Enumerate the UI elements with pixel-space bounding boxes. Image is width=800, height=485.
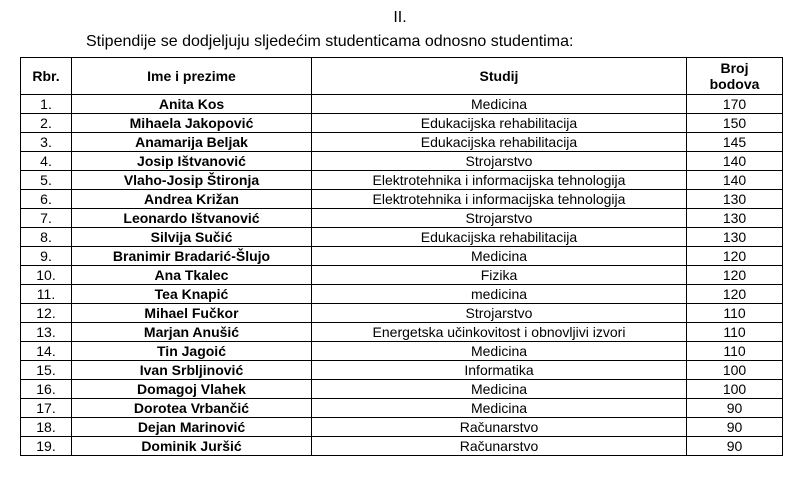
cell-rbr: 15.: [21, 361, 72, 380]
cell-rbr: 11.: [21, 285, 72, 304]
cell-points: 140: [687, 171, 783, 190]
cell-points: 100: [687, 380, 783, 399]
cell-rbr: 19.: [21, 437, 72, 456]
cell-name: Dominik Juršić: [72, 437, 312, 456]
cell-points: 150: [687, 114, 783, 133]
cell-studij: Medicina: [312, 380, 687, 399]
table-body: [21, 95, 783, 456]
cell-points: 90: [687, 418, 783, 437]
table-row: [21, 361, 783, 380]
cell-name: Ana Tkalec: [72, 266, 312, 285]
cell-points: 90: [687, 437, 783, 456]
cell-studij: Elektrotehnika i informacijska tehnologija: [312, 171, 687, 190]
table-row: [21, 190, 783, 209]
cell-name: Mihaela Jakopović: [72, 114, 312, 133]
cell-name: Domagoj Vlahek: [72, 380, 312, 399]
cell-name: Dejan Marinović: [72, 418, 312, 437]
cell-name: Mihael Fučkor: [72, 304, 312, 323]
table-row: [21, 247, 783, 266]
cell-points: 120: [687, 247, 783, 266]
cell-points: 120: [687, 266, 783, 285]
cell-studij: Medicina: [312, 342, 687, 361]
cell-studij: Edukacijska rehabilitacija: [312, 228, 687, 247]
cell-points: 90: [687, 399, 783, 418]
cell-name: Ivan Srbljinović: [72, 361, 312, 380]
cell-name: Anita Kos: [72, 95, 312, 114]
cell-rbr: 2.: [21, 114, 72, 133]
header-points-line2: bodova: [709, 76, 760, 92]
cell-rbr: 18.: [21, 418, 72, 437]
cell-name: Tea Knapić: [72, 285, 312, 304]
cell-rbr: 6.: [21, 190, 72, 209]
intro-text: Stipendije se dodjeljuju sljedećim studenticama odnosno studentima:: [86, 33, 574, 50]
cell-studij: Računarstvo: [312, 418, 687, 437]
header-points-line1: Broj: [720, 60, 749, 76]
cell-rbr: 13.: [21, 323, 72, 342]
cell-points: 130: [687, 190, 783, 209]
cell-studij: Energetska učinkovitost i obnovljivi izvori: [312, 323, 687, 342]
cell-points: 110: [687, 304, 783, 323]
table-row: [21, 114, 783, 133]
cell-name: Anamarija Beljak: [72, 133, 312, 152]
table-row: [21, 304, 783, 323]
table-row: [21, 285, 783, 304]
cell-rbr: 8.: [21, 228, 72, 247]
cell-studij: Informatika: [312, 361, 687, 380]
table-header: [21, 58, 783, 95]
cell-name: Josip Ištvanović: [72, 152, 312, 171]
cell-name: Tin Jagoić: [72, 342, 312, 361]
cell-studij: Računarstvo: [312, 437, 687, 456]
cell-rbr: 1.: [21, 95, 72, 114]
cell-studij: Medicina: [312, 399, 687, 418]
cell-rbr: 17.: [21, 399, 72, 418]
cell-rbr: 3.: [21, 133, 72, 152]
scholarship-table: [20, 57, 783, 456]
cell-rbr: 5.: [21, 171, 72, 190]
table-row: [21, 209, 783, 228]
table-row: [21, 342, 783, 361]
cell-studij: Edukacijska rehabilitacija: [312, 114, 687, 133]
header-studij: Studij: [312, 58, 687, 95]
header-rbr: Rbr.: [21, 58, 72, 95]
cell-points: 100: [687, 361, 783, 380]
cell-name: Dorotea Vrbančić: [72, 399, 312, 418]
cell-rbr: 14.: [21, 342, 72, 361]
header-points: [687, 58, 783, 95]
cell-rbr: 9.: [21, 247, 72, 266]
cell-studij: Strojarstvo: [312, 209, 687, 228]
cell-points: 110: [687, 342, 783, 361]
cell-rbr: 16.: [21, 380, 72, 399]
table-row: [21, 418, 783, 437]
table-row: [21, 228, 783, 247]
cell-studij: Medicina: [312, 95, 687, 114]
cell-studij: Strojarstvo: [312, 304, 687, 323]
table-row: [21, 380, 783, 399]
cell-name: Branimir Bradarić-Šlujo: [72, 247, 312, 266]
table-row: [21, 152, 783, 171]
cell-studij: Medicina: [312, 247, 687, 266]
table-row: [21, 133, 783, 152]
cell-name: Vlaho-Josip Štironja: [72, 171, 312, 190]
header-name: Ime i prezime: [72, 58, 312, 95]
cell-rbr: 12.: [21, 304, 72, 323]
cell-studij: Elektrotehnika i informacijska tehnologija: [312, 190, 687, 209]
cell-studij: Fizika: [312, 266, 687, 285]
cell-rbr: 7.: [21, 209, 72, 228]
table-row: [21, 95, 783, 114]
cell-studij: Strojarstvo: [312, 152, 687, 171]
cell-rbr: 4.: [21, 152, 72, 171]
table-row: [21, 399, 783, 418]
cell-name: Marjan Anušić: [72, 323, 312, 342]
cell-points: 110: [687, 323, 783, 342]
section-number: II.: [393, 9, 407, 26]
cell-points: 130: [687, 209, 783, 228]
cell-points: 140: [687, 152, 783, 171]
cell-name: Silvija Sučić: [72, 228, 312, 247]
cell-studij: Edukacijska rehabilitacija: [312, 133, 687, 152]
cell-points: 120: [687, 285, 783, 304]
table-row: [21, 266, 783, 285]
table-row: [21, 323, 783, 342]
cell-points: 145: [687, 133, 783, 152]
table-row: [21, 437, 783, 456]
cell-name: Andrea Križan: [72, 190, 312, 209]
cell-points: 130: [687, 228, 783, 247]
table-row: [21, 171, 783, 190]
header-row: [21, 58, 783, 95]
cell-rbr: 10.: [21, 266, 72, 285]
cell-name: Leonardo Ištvanović: [72, 209, 312, 228]
cell-studij: medicina: [312, 285, 687, 304]
cell-points: 170: [687, 95, 783, 114]
